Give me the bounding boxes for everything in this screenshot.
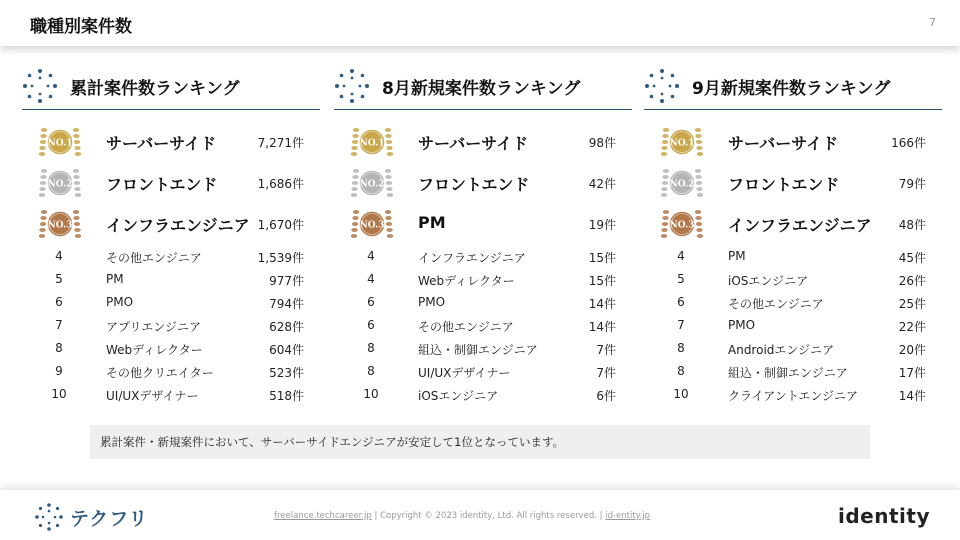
medal-text: NO.1 <box>47 138 73 149</box>
job-type-label: インフラエンジニア <box>728 216 872 235</box>
techfree-dots-icon <box>334 68 370 104</box>
rank-number: 8 <box>367 341 375 355</box>
ranking-header <box>22 66 320 110</box>
job-count: 977件 <box>269 274 304 288</box>
identity-logo <box>838 504 930 528</box>
techfree-logo-icon <box>34 502 64 532</box>
rank-number: 4 <box>367 249 375 263</box>
job-type-label: その他エンジニア <box>728 297 824 311</box>
medal-text: NO.1 <box>669 138 695 149</box>
job-type-label: 組込・制御エンジニア <box>418 343 538 357</box>
rank-1-medal-icon <box>36 122 84 162</box>
rank-1-medal-icon <box>658 122 706 162</box>
job-type-label: インフラエンジニア <box>106 216 250 235</box>
rank-number: 10 <box>673 387 689 401</box>
job-type-label: UI/UXデザイナー <box>106 389 199 403</box>
job-count: 42件 <box>588 177 616 191</box>
job-count: 1,670件 <box>257 218 304 232</box>
rank-row <box>22 339 320 359</box>
job-type-label: Webディレクター <box>418 274 515 288</box>
page-title: 職種別案件数 <box>30 17 132 37</box>
rank-number: 6 <box>677 295 685 309</box>
rank-row <box>644 385 942 405</box>
ranking-title: 累計案件数ランキング <box>70 79 240 99</box>
job-count: 48件 <box>898 218 926 232</box>
rank-number: 7 <box>55 318 63 332</box>
job-type-label: PMO <box>728 318 756 332</box>
job-count: 15件 <box>588 274 616 288</box>
rank-2-medal-icon <box>658 163 706 203</box>
rank-row <box>334 247 632 267</box>
slide-footer <box>0 490 960 540</box>
rank-number: 4 <box>55 249 63 263</box>
job-type-label: サーバーサイド <box>418 134 529 153</box>
job-count: 14件 <box>898 389 926 403</box>
footer-copyright <box>274 511 650 521</box>
job-type-label: PM <box>106 272 124 286</box>
ranking-title: 9月新規案件数ランキング <box>692 79 891 99</box>
rank-row <box>334 293 632 313</box>
job-count: 6件 <box>596 389 616 403</box>
rank-number: 7 <box>677 318 685 332</box>
brand-name: テクフリ <box>70 508 149 530</box>
top-rank-row <box>334 163 632 203</box>
job-type-label: サーバーサイド <box>728 134 839 153</box>
rank-1-medal-icon <box>348 122 396 162</box>
job-type-label: iOSエンジニア <box>728 274 809 288</box>
job-count: 7件 <box>596 366 616 380</box>
job-count: 523件 <box>269 366 304 380</box>
rank-row <box>644 316 942 336</box>
identity-link[interactable]: id-entity.jp <box>605 511 650 521</box>
rank-number: 4 <box>677 249 685 263</box>
job-type-label: Webディレクター <box>106 343 203 357</box>
rank-number: 4 <box>367 272 375 286</box>
job-count: 22件 <box>898 320 926 334</box>
job-count: 79件 <box>898 177 926 191</box>
page-number: 7 <box>929 16 936 29</box>
rank-row <box>644 362 942 382</box>
job-type-label: フロントエンド <box>418 175 530 194</box>
job-type-label: 組込・制御エンジニア <box>728 366 848 380</box>
rank-row <box>334 362 632 382</box>
identity-wordmark: identity <box>838 504 930 528</box>
job-count: 14件 <box>588 297 616 311</box>
job-type-label: PM <box>418 213 446 232</box>
job-type-label: アプリエンジニア <box>106 320 201 334</box>
copyright-text: Copyright © 2023 identity, Ltd. All rights reserved. <box>380 511 597 521</box>
job-count: 19件 <box>588 218 616 232</box>
summary-note: 累計案件・新規案件において、サーバーサイドエンジニアが安定して1位となっています。 <box>90 425 870 459</box>
job-count: 98件 <box>588 136 616 150</box>
job-count: 604件 <box>269 343 304 357</box>
job-count: 628件 <box>269 320 304 334</box>
footer-separator: | <box>596 511 606 521</box>
rank-row <box>334 316 632 336</box>
medal-text: NO.3 <box>669 220 695 231</box>
medal-text: NO.2 <box>669 179 695 190</box>
job-count: 518件 <box>269 389 304 403</box>
top-rank-row <box>22 204 320 244</box>
rank-row <box>334 270 632 290</box>
job-type-label: サーバーサイド <box>106 134 217 153</box>
job-type-label: iOSエンジニア <box>418 389 499 403</box>
job-count: 1,686件 <box>257 177 304 191</box>
rank-3-medal-icon <box>348 204 396 244</box>
rank-number: 6 <box>367 318 375 332</box>
rank-number: 10 <box>363 387 379 401</box>
medal-text: NO.1 <box>359 138 385 149</box>
job-count: 794件 <box>269 297 304 311</box>
footer-separator: | <box>371 511 381 521</box>
rank-row <box>334 339 632 359</box>
rank-row <box>22 316 320 336</box>
techcareer-link[interactable]: freelance.techcareer.jp <box>274 511 372 521</box>
slide-header <box>0 0 960 46</box>
medal-text: NO.3 <box>47 220 73 231</box>
rank-row <box>22 362 320 382</box>
job-count: 45件 <box>898 251 926 265</box>
medal-text: NO.2 <box>47 179 73 190</box>
medal-text: NO.2 <box>359 179 385 190</box>
job-count: 20件 <box>898 343 926 357</box>
rank-row <box>22 385 320 405</box>
rank-row <box>22 293 320 313</box>
rank-number: 6 <box>367 295 375 309</box>
job-type-label: その他エンジニア <box>418 320 514 334</box>
job-type-label: Androidエンジニア <box>728 343 835 357</box>
job-type-label: フロントエンド <box>106 175 218 194</box>
top-rank-row <box>22 122 320 162</box>
rank-row <box>644 270 942 290</box>
top-rank-row <box>22 163 320 203</box>
rank-2-medal-icon <box>36 163 84 203</box>
job-type-label: その他エンジニア <box>106 251 202 265</box>
rank-number: 6 <box>55 295 63 309</box>
rank-3-medal-icon <box>36 204 84 244</box>
rank-row <box>22 247 320 267</box>
job-count: 25件 <box>898 297 926 311</box>
job-count: 15件 <box>588 251 616 265</box>
rank-number: 8 <box>55 341 63 355</box>
job-count: 1,539件 <box>257 251 304 265</box>
techfree-dots-icon <box>644 68 680 104</box>
ranking-column <box>644 66 942 110</box>
job-type-label: クライアントエンジニア <box>728 389 859 403</box>
rank-row <box>334 385 632 405</box>
ranking-header <box>644 66 942 110</box>
rank-2-medal-icon <box>348 163 396 203</box>
job-type-label: PMO <box>106 295 134 309</box>
job-type-label: その他クリエイター <box>106 366 214 380</box>
top-rank-row <box>644 122 942 162</box>
rank-number: 5 <box>55 272 63 286</box>
ranking-title: 8月新規案件数ランキング <box>382 79 581 99</box>
job-count: 26件 <box>898 274 926 288</box>
rank-number: 8 <box>367 364 375 378</box>
top-rank-row <box>334 204 632 244</box>
job-count: 7,271件 <box>257 136 304 150</box>
ranking-header <box>334 66 632 110</box>
rank-3-medal-icon <box>658 204 706 244</box>
top-rank-row <box>334 122 632 162</box>
ranking-column <box>334 66 632 110</box>
job-type-label: フロントエンド <box>728 175 840 194</box>
ranking-column <box>22 66 320 110</box>
job-count: 17件 <box>898 366 926 380</box>
rank-number: 8 <box>677 364 685 378</box>
job-type-label: PM <box>728 249 746 263</box>
rank-row <box>644 293 942 313</box>
job-count: 7件 <box>596 343 616 357</box>
top-rank-row <box>644 204 942 244</box>
rank-number: 9 <box>55 364 63 378</box>
rank-row <box>644 339 942 359</box>
job-count: 14件 <box>588 320 616 334</box>
rank-row <box>644 247 942 267</box>
rank-number: 10 <box>51 387 67 401</box>
job-count: 166件 <box>891 136 926 150</box>
job-type-label: PMO <box>418 295 446 309</box>
rank-row <box>22 270 320 290</box>
top-rank-row <box>644 163 942 203</box>
rank-number: 5 <box>677 272 685 286</box>
medal-text: NO.3 <box>359 220 385 231</box>
techfree-dots-icon <box>22 68 58 104</box>
rank-number: 8 <box>677 341 685 355</box>
job-type-label: UI/UXデザイナー <box>418 366 511 380</box>
job-type-label: インフラエンジニア <box>418 251 526 265</box>
